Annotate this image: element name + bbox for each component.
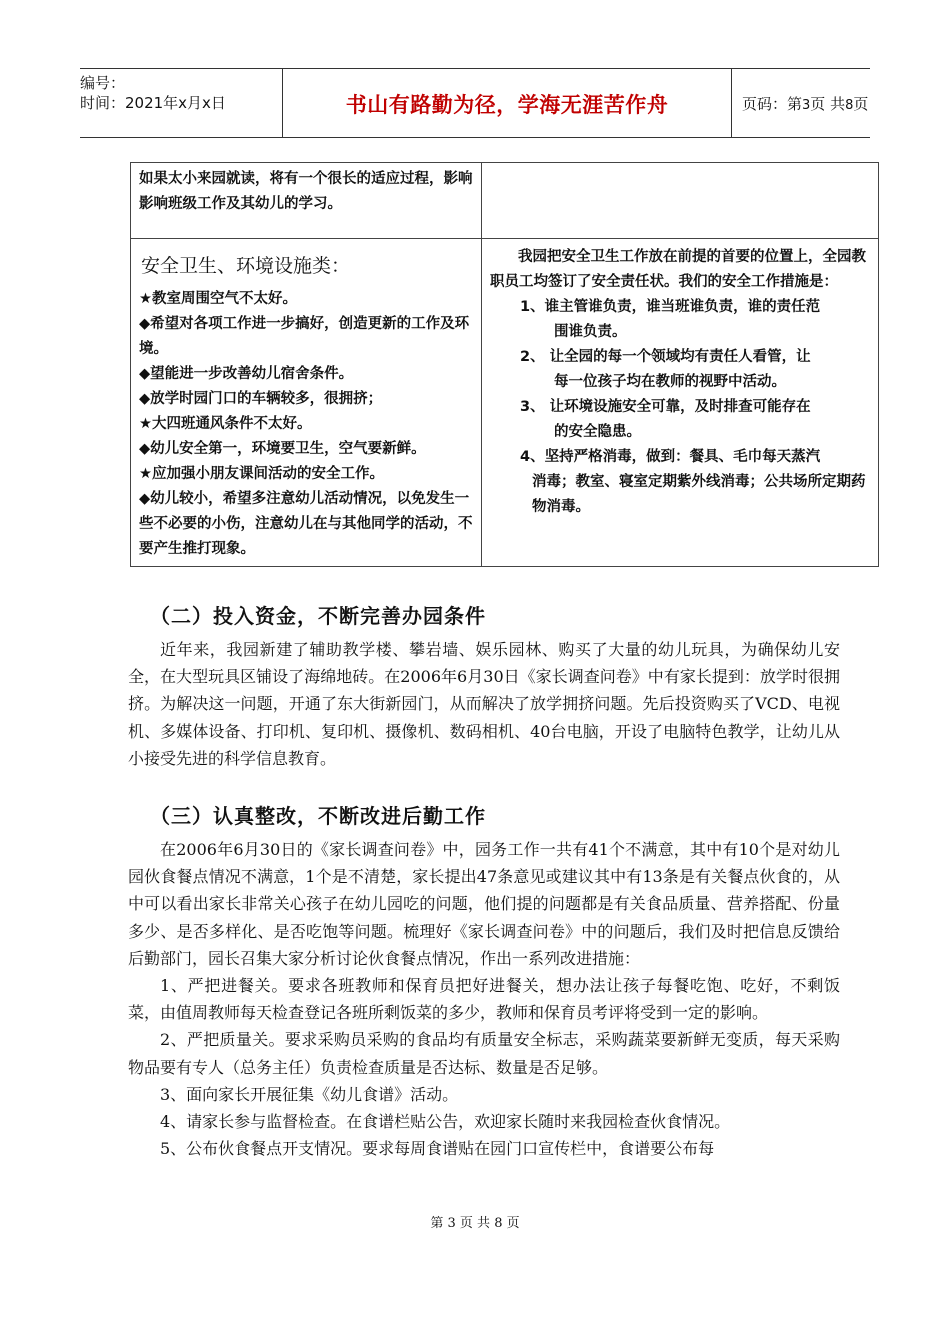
measure-paragraph: 2、严把质量关。要求采购员采购的食品均有质量安全标志，采购蔬菜要新鲜无变质，每天采购物品要有专人（总务主任）负责检查质量是否达标、数量是否足够。 xyxy=(128,1030,840,1077)
measure-item xyxy=(490,345,870,395)
opinion-list xyxy=(139,287,473,562)
table-cell-left xyxy=(131,163,482,239)
measure-text: 让环境设施安全可靠，及时排查可能存在 xyxy=(544,399,811,415)
measure-paragraph: 1、严把进餐关。要求各班教师和保育员把好进餐关，想办法让孩子每餐吃饱、吃好，不剩饭菜，由值周教师每天检查登记各班所剩饭菜的多少，教师和保育员考评将受到一定的影响。 xyxy=(128,976,840,1023)
measure-line xyxy=(520,395,870,420)
section-paragraphs xyxy=(128,836,840,1162)
measures-intro: 我园把安全卫生工作放在前提的首要的位置上，全园教职员工均签订了安全责任状。我们的安全工作措施是： xyxy=(490,249,866,290)
measure-number: 3、 xyxy=(520,399,545,415)
measure-line xyxy=(520,345,870,370)
measure-item xyxy=(490,295,870,345)
table-row xyxy=(131,163,879,239)
page-end: 页 xyxy=(853,95,869,113)
opinion-item: ★大四班通风条件不太好。 xyxy=(139,416,312,432)
paragraph: 近年来，我园新建了辅助教学楼、攀岩墙、娱乐园林、购买了大量的幼儿玩具，为确保幼儿安全，在大型玩具区铺设了海绵地砖。在2006年6月30日《家长调查问卷》中有家长提到：放学时很拥挤。为解决这一问题，开通了东大街新园门，从而解决了放学拥挤问题。先后投资购买了VCD、电视机、多媒体设备、打印机、复印机、摄像机、数码相机、40台电脑，开设了电脑特色教学，让幼儿从小接受先进的科学信息教育。 xyxy=(128,640,840,768)
section-heading: （三）认真整改，不断改进后勤工作 xyxy=(150,804,486,828)
measure-paragraph: 3、面向家长开展征集《幼儿食谱》活动。 xyxy=(160,1084,459,1104)
page-label: 页码：第 xyxy=(742,95,803,113)
page-mid: 页 共 xyxy=(810,95,846,113)
measure-number: 1、 xyxy=(520,299,545,315)
opinion-item: ◆幼儿安全第一，环境要卫生，空气要新鲜。 xyxy=(139,441,426,457)
opinion-item: ◆望能进一步改善幼儿宿舍条件。 xyxy=(139,366,354,382)
time-label: 时间：2021年x月x日 xyxy=(80,94,226,112)
row1-left-text: 如果太小来园就读，将有一个很长的适应过程，影响影响班级工作及其幼儿的学习。 xyxy=(139,171,473,212)
header-motto-cell xyxy=(282,69,732,137)
code-label: 编号： xyxy=(80,74,126,92)
measures-list xyxy=(490,295,870,520)
page-header xyxy=(80,68,870,138)
page-current: 3 xyxy=(802,98,811,113)
section-paragraph xyxy=(128,636,840,772)
header-motto: 书山有路勤为径，学海无涯苦作舟 xyxy=(345,93,669,117)
table-cell-right xyxy=(482,239,879,567)
measure-line xyxy=(520,445,870,470)
measure-line xyxy=(520,295,870,320)
opinion-item: ★应加强小朋友课间活动的安全工作。 xyxy=(139,466,384,482)
opinion-item: ◆放学时园门口的车辆较多，很拥挤； xyxy=(139,391,383,407)
table-row xyxy=(131,239,879,567)
measure-continuation: 每一位孩子均在教师的视野中活动。 xyxy=(554,374,786,390)
measure-text: 坚持严格消毒，做到：餐具、毛巾每天蒸汽 xyxy=(544,449,821,465)
category-title: 安全卫生、环境设施类： xyxy=(141,255,351,277)
measure-paragraph: 4、请家长参与监督检查。在食谱栏贴公告，欢迎家长随时来我园检查伙食情况。 xyxy=(160,1112,731,1132)
measure-continuation: 围谁负责。 xyxy=(554,324,627,340)
measure-item xyxy=(490,395,870,445)
measure-number: 2、 xyxy=(520,349,545,365)
table-cell-left xyxy=(131,239,482,567)
opinion-item: ★教室周围空气不太好。 xyxy=(139,291,297,307)
table-cell-right xyxy=(482,163,879,239)
page-footer: 第 3 页 共 8 页 xyxy=(430,1216,520,1231)
paragraph: 在2006年6月30日的《家长调查问卷》中，园务工作一共有41个不满意，其中有10个是对幼儿园伙食餐点情况不满意，1个是不清楚，家长提出47条意见或建议其中有13条是有关餐点伙食的，从中可以看出家长非常关心孩子在幼儿园吃的问题，他们提的问题都是有关食品质量、营养搭配、份量多少、是否多样化、是否吃饱等问题。梳理好《家长调查问卷》中的问题后，我们及时把信息反馈给后勤部门，园长召集大家分析讨论伙食餐点情况，作出一系列改进措施： xyxy=(128,840,840,968)
measure-paragraph: 5、公布伙食餐点开支情况。要求每周食谱贴在园门口宣传栏中，食谱要公布每 xyxy=(160,1139,715,1159)
header-page-number xyxy=(732,69,870,137)
header-meta xyxy=(80,69,282,137)
measure-continuation: 消毒；教室、寝室定期紫外线消毒；公共场所定期药物消毒。 xyxy=(532,474,866,515)
measure-text: 谁主管谁负责，谁当班谁负责，谁的责任范 xyxy=(544,299,821,315)
page-total: 8 xyxy=(845,98,854,113)
measure-number: 4、 xyxy=(520,449,545,465)
measure-item xyxy=(490,445,870,520)
measure-continuation: 的安全隐患。 xyxy=(554,424,641,440)
opinion-item: ◆幼儿较小，希望多注意幼儿活动情况，以免发生一些不必要的小伤，注意幼儿在与其他同学的活动，不要产生推打现象。 xyxy=(139,491,473,557)
opinion-item: ◆希望对各项工作进一步搞好，创造更新的工作及环境。 xyxy=(139,316,470,357)
measure-text: 让全园的每一个领域均有责任人看管，让 xyxy=(544,349,811,365)
feedback-table xyxy=(130,162,879,567)
section-heading: （二）投入资金，不断完善办园条件 xyxy=(150,604,486,628)
